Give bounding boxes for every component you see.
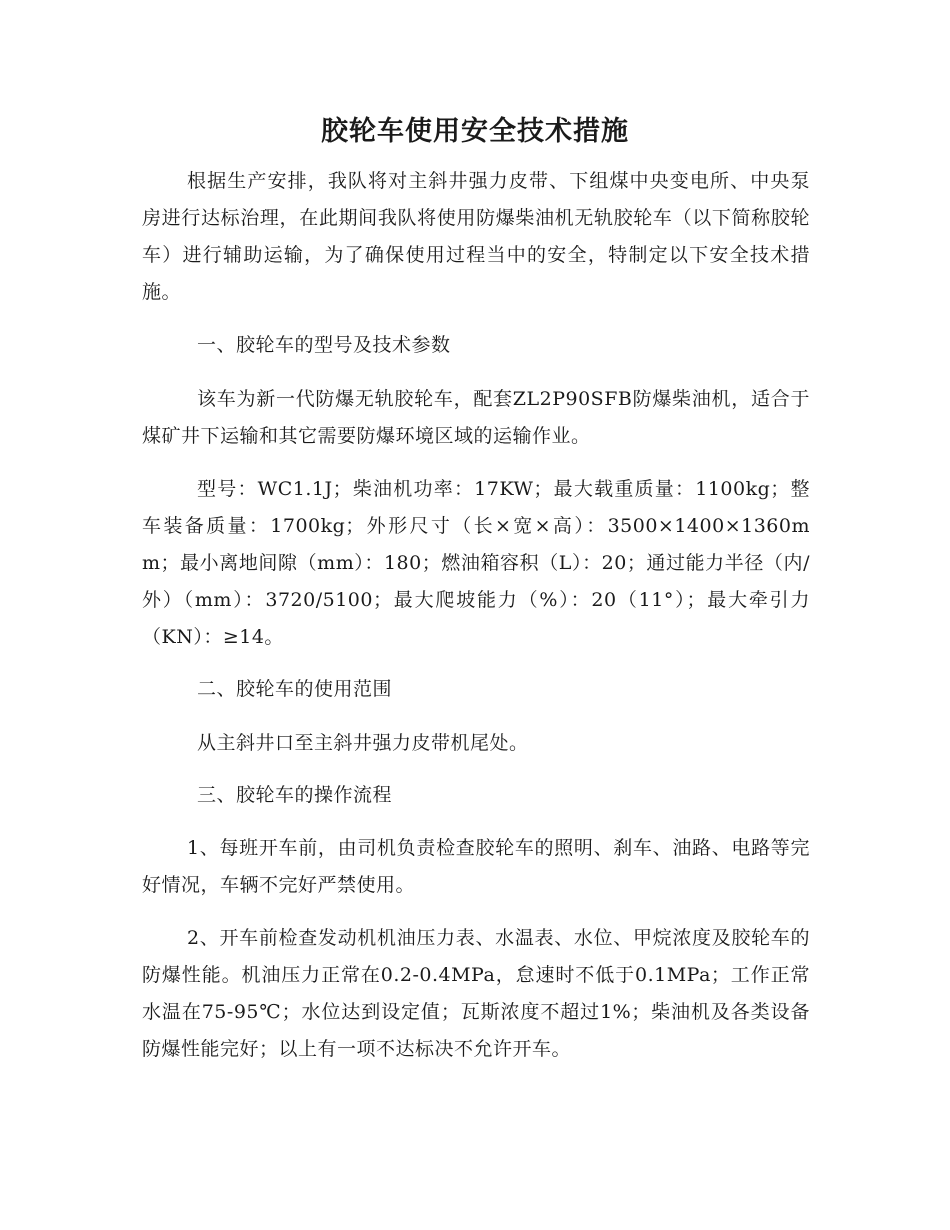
section-2-heading: 二、胶轮车的使用范围: [197, 678, 393, 700]
document-title: 胶轮车使用安全技术措施: [321, 116, 629, 147]
section-3-item-1: 1、每班开车前，由司机负责检查胶轮车的照明、刹车、油路、电路等完好情况，车辆不完好严禁使用。: [142, 837, 810, 896]
section-3-heading: 三、胶轮车的操作流程: [197, 784, 393, 806]
section-3-item-2: 2、开车前检查发动机机油压力表、水温表、水位、甲烷浓度及胶轮车的防爆性能。机油压力正常在0.2-0.4MPa，怠速时不低于0.1MPa；工作正常水温在75-95℃；水位达到设定值；瓦斯浓度不超过1%；柴油机及各类设备防爆性能完好；以上有一项不达标决不允许开车。: [142, 927, 810, 1060]
section-1-paragraph-1: 该车为新一代防爆无轨胶轮车，配套ZL2P90SFB防爆柴油机，适合于煤矿井下运输和其它需要防爆环境区域的运输作业。: [142, 388, 810, 447]
section-2-paragraph-1: 从主斜井口至主斜井强力皮带机尾处。: [197, 732, 529, 754]
section-1-paragraph-2: 型号：WC1.1J；柴油机功率：17KW；最大载重质量：1100kg；整车装备质量：1700kg；外形尺寸（长×宽×高）：3500×1400×1360mm；最小离地间隙（mm）：180；燃油箱容积（L）：20；通过能力半径（内/外）（mm）：3720/5100；最大爬坡能力（%）：20（11°）；最大牵引力（KN）：≥14。: [142, 478, 810, 648]
section-1-heading: 一、胶轮车的型号及技术参数: [197, 334, 451, 356]
intro-paragraph: 根据生产安排，我队将对主斜井强力皮带、下组煤中央变电所、中央泵房进行达标治理，在此期间我队将使用防爆柴油机无轨胶轮车（以下简称胶轮车）进行辅助运输，为了确保使用过程当中的安全，特制定以下安全技术措施。: [142, 170, 810, 303]
